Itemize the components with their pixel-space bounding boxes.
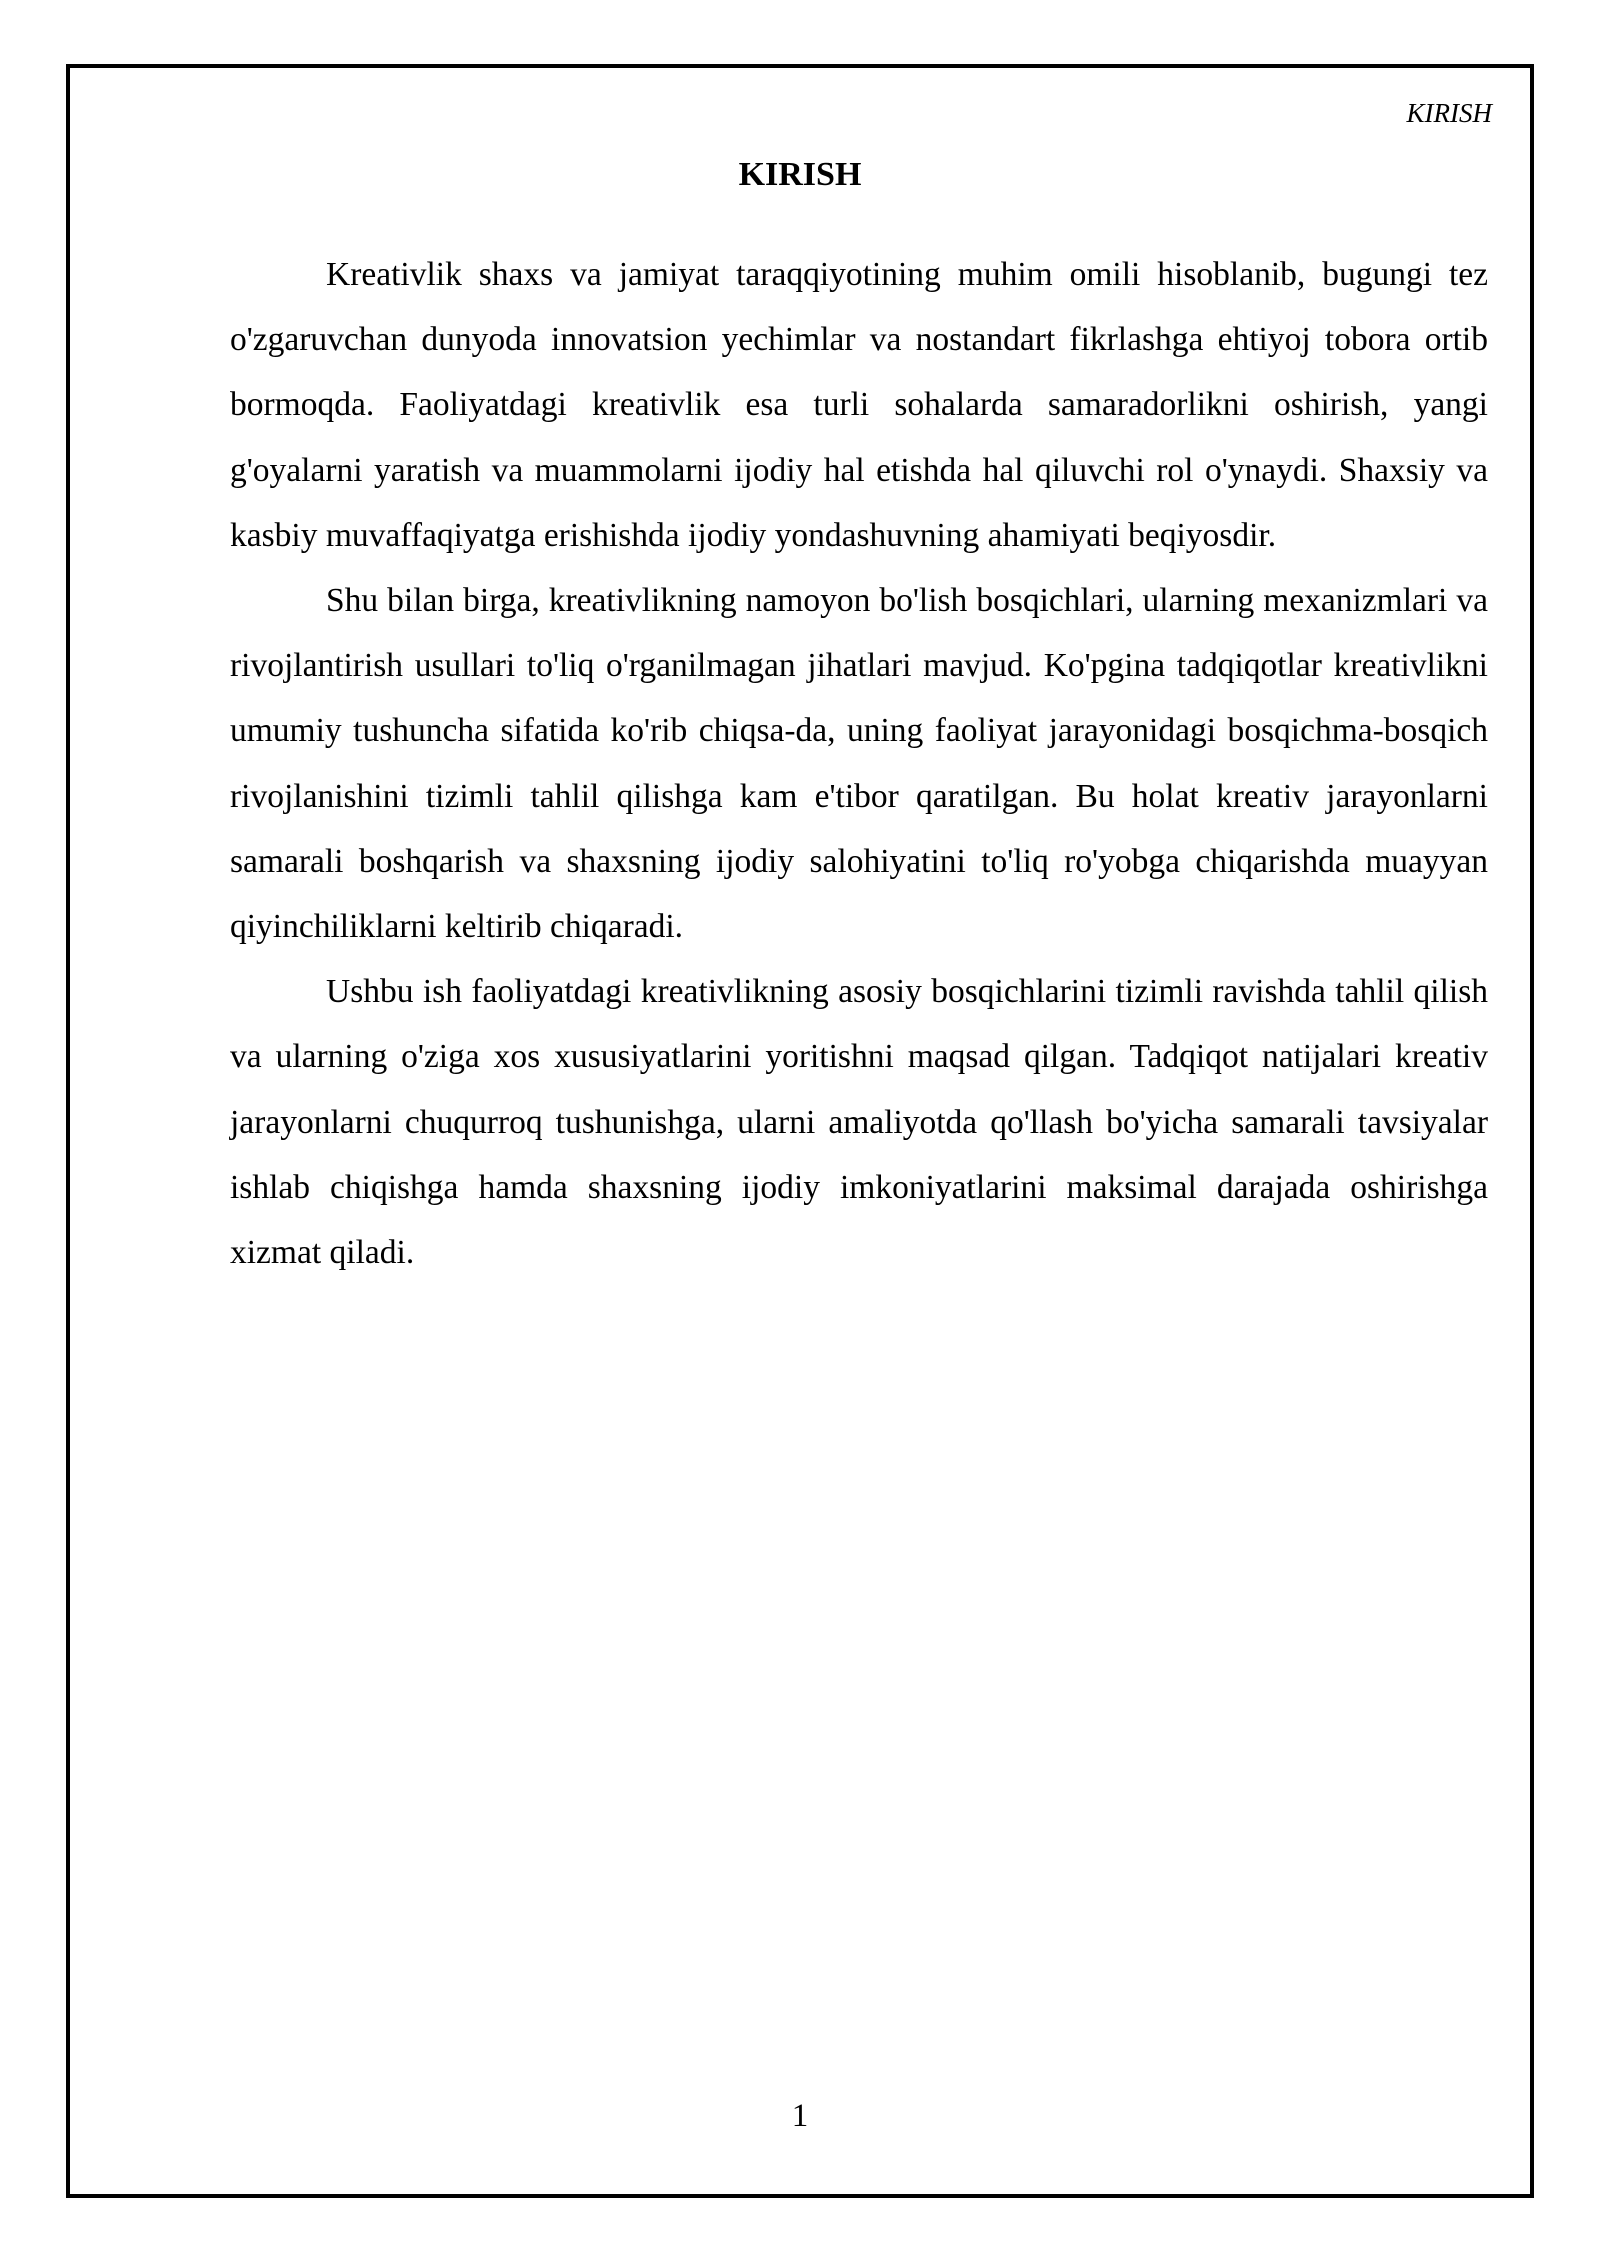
paragraph: Ushbu ish faoliyatdagi kreativlikning asosiy bosqichlarini tizimli ravishda tahlil qilish va ularning o'ziga xos xususiyatlarini yoritishni maqsad qilgan. Tadqiqot natijalari kreativ jarayonlarni chuqurroq tushunishga, ularni amaliyotda qo'llash bo'yicha samarali tavsiyalar ishlab chiqishga hamda shaxsning ijodiy imkoniyatlarini maksimal darajada oshirishga xizmat qiladi. bbox=[230, 973, 1488, 1272]
paragraph: Shu bilan birga, kreativlikning namoyon bo'lish bosqichlari, ularning mexanizmlari va rivojlantirish usullari to'liq o'rganilmagan jihatlari mavjud. Ko'pgina tadqiqotlar kreativlikni umumiy tushuncha sifatida ko'rib chiqsa-da, uning faoliyat jarayonidagi bosqichma-bosqich rivojlanishini tizimli tahlil qilishga kam e'tibor qaratilgan. Bu holat kreativ jarayonlarni samarali boshqarish va shaxsning ijodiy salohiyatini to'liq ro'yobga chiqarishda muayyan qiyinchiliklarni keltirib chiqaradi. bbox=[230, 582, 1488, 946]
running-header: KIRISH bbox=[1406, 98, 1492, 128]
body-text bbox=[230, 242, 1488, 1285]
paragraph: Kreativlik shaxs va jamiyat taraqqiyotining muhim omili hisoblanib, bugungi tez o'zgaruvchan dunyoda innovatsion yechimlar va nostandart fikrlashga ehtiyoj tobora ortib bormoqda. Faoliyatdagi kreativlik esa turli sohalarda samaradorlikni oshirish, yangi g'oyalarni yaratish va muammolarni ijodiy hal etishda hal qiluvchi rol o'ynaydi. Shaxsiy va kasbiy muvaffaqiyatga erishishda ijodiy yondashuvning ahamiyati beqiyosdir. bbox=[230, 256, 1488, 554]
page-title: KIRISH bbox=[738, 156, 862, 193]
page-number: 1 bbox=[791, 2098, 809, 2134]
